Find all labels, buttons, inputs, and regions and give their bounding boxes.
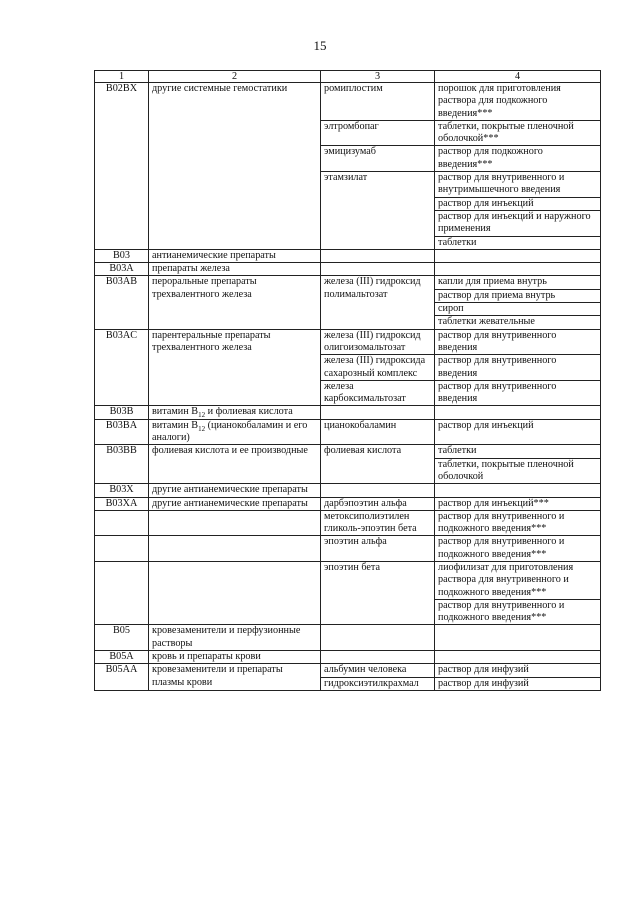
table-row [95, 276, 601, 289]
table-row [95, 651, 601, 664]
group-name: другие антианемические препараты [149, 484, 321, 497]
drug-name: эмицизумаб [321, 146, 435, 172]
dosage-form: таблетки жевательные [435, 316, 601, 329]
group-name: пероральные препараты трехвалентного железа [149, 276, 321, 329]
drug-name: этамзилат [321, 172, 435, 250]
drug-name: эпоэтин альфа [321, 536, 435, 562]
dosage-form: раствор для инъекций [435, 197, 601, 210]
dosage-form: лиофилизат для приготовления раствора для внутривенного и подкожного введения*** [435, 561, 601, 599]
drug-name: железа (III) гидроксид олигоизомальтозат [321, 329, 435, 355]
atc-code: B03X [95, 484, 149, 497]
table-row [95, 406, 601, 419]
empty-cell [321, 249, 435, 262]
atc-code: B05 [95, 625, 149, 651]
table-row [95, 445, 601, 458]
atc-code: B05A [95, 651, 149, 664]
empty-cell [149, 561, 321, 624]
drug-name: фолиевая кислота [321, 445, 435, 484]
atc-code: B03 [95, 249, 149, 262]
group-name: препараты железа [149, 263, 321, 276]
dosage-form: раствор для внутривенного введения [435, 380, 601, 406]
atc-code: B02BX [95, 83, 149, 250]
group-name: витамин $B_{12}$ и фолиевая кислота [149, 406, 321, 419]
empty-cell [95, 536, 149, 562]
empty-cell [321, 651, 435, 664]
atc-code: B03B [95, 406, 149, 419]
drug-name: альбумин человека [321, 664, 435, 677]
table-row [95, 664, 601, 677]
atc-code: B05AA [95, 664, 149, 691]
table-header-row [95, 71, 601, 83]
table-row [95, 536, 601, 562]
empty-cell [321, 263, 435, 276]
drug-table [94, 70, 601, 691]
dosage-form: раствор для подкожного введения*** [435, 146, 601, 172]
table-row [95, 249, 601, 262]
drug-name: метоксиполиэтилен гликоль-эпоэтин бета [321, 510, 435, 536]
empty-cell [435, 406, 601, 419]
empty-cell [321, 484, 435, 497]
column-header: 2 [149, 71, 321, 83]
drug-name: эпоэтин бета [321, 561, 435, 624]
atc-code: B03AC [95, 329, 149, 406]
dosage-form: раствор для инъекций [435, 419, 601, 445]
dosage-form: таблетки, покрытые пленочной оболочкой [435, 458, 601, 484]
dosage-form: раствор для инфузий [435, 677, 601, 690]
group-name: кровь и препараты крови [149, 651, 321, 664]
group-name: антианемические препараты [149, 249, 321, 262]
empty-cell [149, 510, 321, 536]
group-name: другие антианемические препараты [149, 497, 321, 510]
atc-code: B03A [95, 263, 149, 276]
table-row [95, 497, 601, 510]
dosage-form: раствор для внутривенного введения [435, 329, 601, 355]
drug-name: элтромбопаг [321, 120, 435, 146]
dosage-form: таблетки [435, 236, 601, 249]
table-row [95, 510, 601, 536]
group-name: другие системные гемостатики [149, 83, 321, 250]
column-header: 1 [95, 71, 149, 83]
column-header: 3 [321, 71, 435, 83]
group-name: парентеральные препараты трехвалентного железа [149, 329, 321, 406]
dosage-form: раствор для инфузий [435, 664, 601, 677]
dosage-form: сироп [435, 303, 601, 316]
dosage-form: раствор для внутривенного и подкожного введения*** [435, 510, 601, 536]
drug-name: цианокобаламин [321, 419, 435, 445]
atc-code: B03AB [95, 276, 149, 329]
group-name: фолиевая кислота и ее производные [149, 445, 321, 484]
table-row [95, 625, 601, 651]
dosage-form: капли для приема внутрь [435, 276, 601, 289]
dosage-form: порошок для приготовления раствора для подкожного введения*** [435, 83, 601, 121]
group-name: кровезаменители и перфузионные растворы [149, 625, 321, 651]
dosage-form: раствор для приема внутрь [435, 289, 601, 302]
empty-cell [95, 561, 149, 624]
page-number: 15 [313, 38, 327, 53]
dosage-form: таблетки, покрытые пленочной оболочкой*** [435, 120, 601, 146]
empty-cell [435, 625, 601, 651]
atc-code: B03BB [95, 445, 149, 484]
dosage-form: раствор для инъекций*** [435, 497, 601, 510]
group-name: витамин $B_{12}$ (цианокобаламин и его аналоги) [149, 419, 321, 445]
table-row [95, 263, 601, 276]
drug-name: железа карбоксимальтозат [321, 380, 435, 406]
dosage-form: раствор для внутривенного введения [435, 355, 601, 381]
drug-name: железа (III) гидроксида сахарозный комплекс [321, 355, 435, 381]
empty-cell [435, 651, 601, 664]
empty-cell [149, 536, 321, 562]
empty-cell [321, 625, 435, 651]
empty-cell [435, 263, 601, 276]
atc-code: B03XA [95, 497, 149, 510]
dosage-form: раствор для внутривенного и внутримышечного введения [435, 172, 601, 198]
drug-name: дарбэпоэтин альфа [321, 497, 435, 510]
empty-cell [95, 510, 149, 536]
atc-code: B03BA [95, 419, 149, 445]
table-row [95, 329, 601, 355]
dosage-form: раствор для внутривенного и подкожного введения*** [435, 599, 601, 625]
table-row [95, 83, 601, 121]
table-row [95, 484, 601, 497]
drug-name: железа (III) гидроксид полимальтозат [321, 276, 435, 329]
empty-cell [435, 249, 601, 262]
empty-cell [435, 484, 601, 497]
dosage-form: таблетки [435, 445, 601, 458]
drug-name: гидроксиэтилкрахмал [321, 677, 435, 690]
table-row [95, 419, 601, 445]
table-row [95, 561, 601, 599]
dosage-form: раствор для внутривенного и подкожного введения*** [435, 536, 601, 562]
group-name: кровезаменители и препараты плазмы крови [149, 664, 321, 691]
column-header: 4 [435, 71, 601, 83]
empty-cell [321, 406, 435, 419]
dosage-form: раствор для инъекций и наружного применения [435, 210, 601, 236]
drug-name: ромиплостим [321, 83, 435, 121]
